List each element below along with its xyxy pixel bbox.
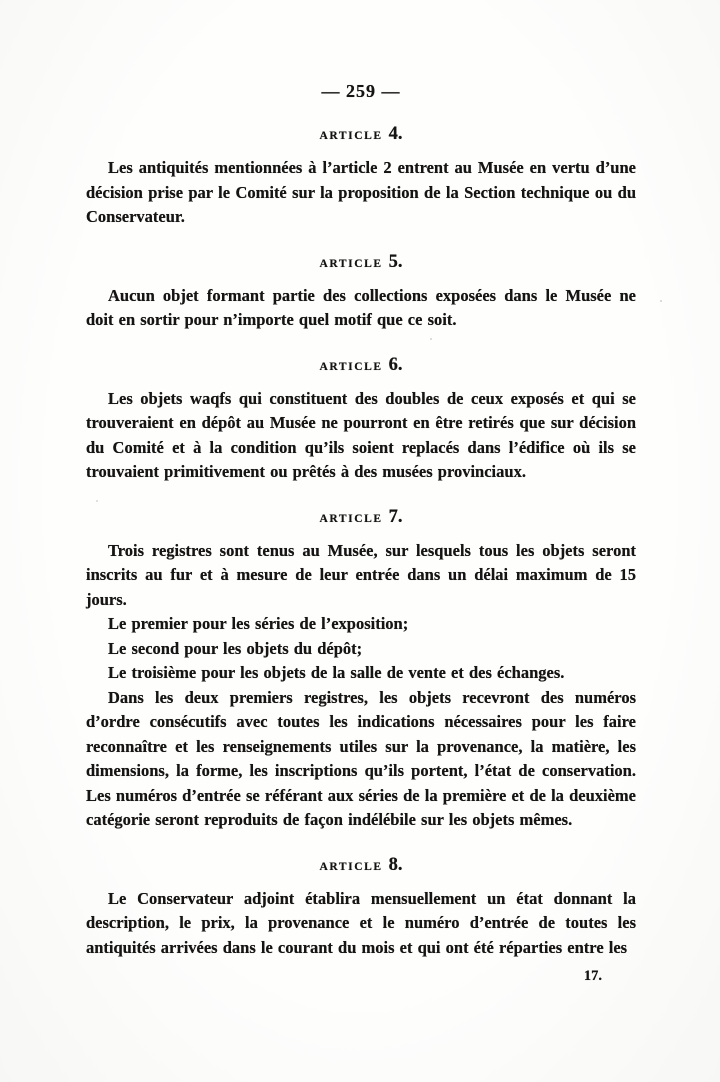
paragraph: Trois registres sont tenus au Musée, sur lesquels tous les objets seront inscrits au fur et à mesure de leur entrée dans un délai maximum de 15 jours. xyxy=(86,540,636,609)
article-section xyxy=(86,506,636,833)
article-section xyxy=(86,354,636,485)
paragraph: Le second pour les objets du dépôt; xyxy=(108,638,363,658)
article-heading xyxy=(86,251,636,275)
article-number: 5. xyxy=(388,251,403,272)
scan-speck xyxy=(660,300,662,302)
article-heading xyxy=(86,123,636,147)
article-number: 6. xyxy=(388,354,403,375)
paragraph: Dans les deux premiers registres, les objets recevront des numéros d’ordre consécutifs avec toutes les indications nécessaires pour les faire reconnaître et les renseignements utiles sur la provenance, la matière, les dimensions, la forme, les inscriptions qu’ils portent, l’état de conservation. Les numéros d’entrée se référant aux séries de la première et de la deuxième catégorie seront reproduits de façon indélébile sur les objets mêmes. xyxy=(86,687,636,829)
article-body xyxy=(86,284,636,333)
article-heading xyxy=(86,506,636,530)
article-heading xyxy=(86,354,636,378)
paragraph: Le troisième pour les objets de la salle de vente et des échanges. xyxy=(108,663,565,682)
article-number: 7. xyxy=(388,506,403,527)
page-number: — 259 — xyxy=(321,81,401,101)
paragraph: Le premier pour les séries de l’exposition; xyxy=(108,614,409,633)
article-label: ARTICLE xyxy=(319,860,383,873)
article-section xyxy=(86,854,636,961)
signature-mark: 17. xyxy=(583,968,602,984)
paragraph: Aucun objet formant partie des collections exposées dans le Musée ne doit en sortir pour n’importe quel motif que ce soit. xyxy=(86,285,636,329)
article-body xyxy=(86,887,636,961)
article-label: ARTICLE xyxy=(319,257,383,270)
paragraph: Le Conservateur adjoint établira mensuellement un état donnant la description, le prix, la provenance et le numéro d’entrée de toutes les antiquités arrivées dans le courant du mois et qui ont été réparties entre les xyxy=(86,888,636,957)
article-body xyxy=(86,156,636,230)
article-section xyxy=(86,123,636,230)
article-heading xyxy=(86,854,636,878)
article-label: ARTICLE xyxy=(319,360,383,373)
article-section xyxy=(86,251,636,333)
article-number: 8. xyxy=(388,854,403,875)
article-label: ARTICLE xyxy=(319,130,383,142)
article-body xyxy=(86,539,636,833)
paragraph: Les objets waqfs qui constituent des doubles de ceux exposés et qui se trouveraient en dépôt au Musée ne pourront en être retirés que sur décision du Comité et à la condition qu’ils soient replacés dans l’édifice où ils se trouvaient primitivement ou prêtés à des musées provinciaux. xyxy=(86,388,636,481)
article-label: ARTICLE xyxy=(319,512,383,525)
article-body xyxy=(86,387,636,485)
paragraph: Les antiquités mentionnées à l’article 2 entrent au Musée en vertu d’une décision prise par le Comité sur la proposition de la Section technique ou du Conservateur. xyxy=(86,158,636,226)
article-number: 4. xyxy=(388,124,403,144)
articles xyxy=(86,123,636,960)
